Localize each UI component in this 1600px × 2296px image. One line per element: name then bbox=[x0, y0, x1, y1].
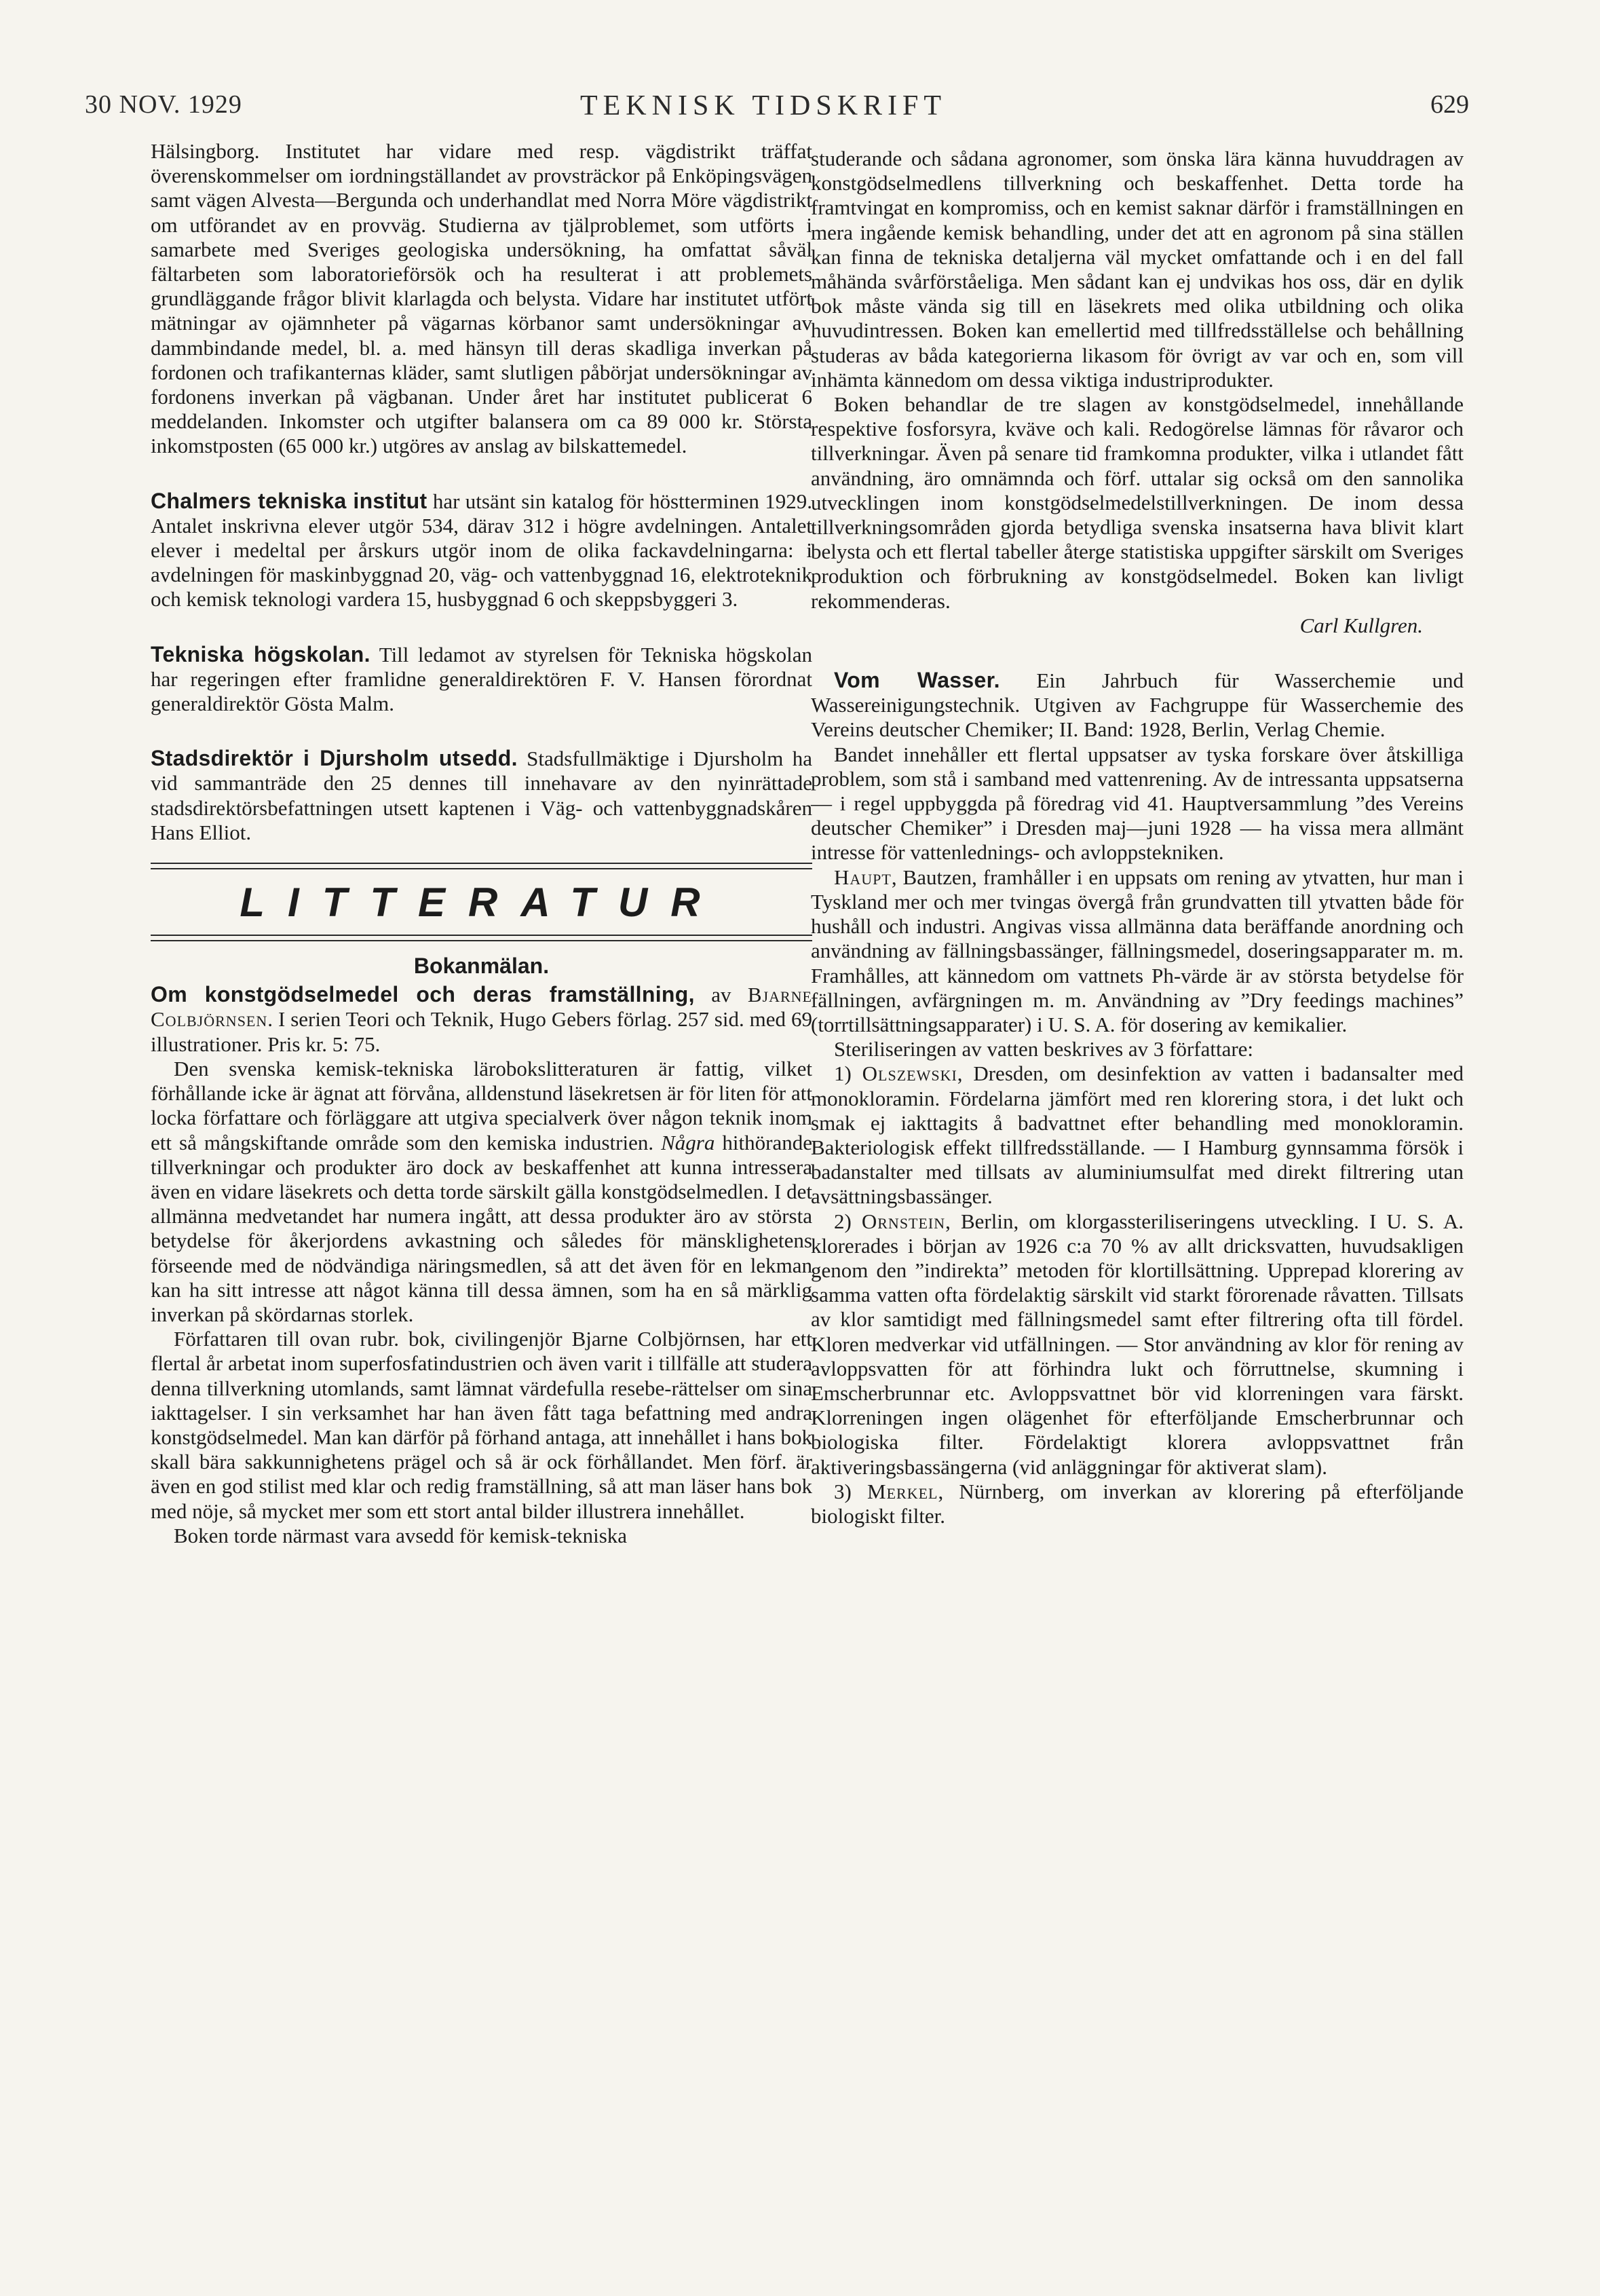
issue-date: 30 NOV. 1929 bbox=[85, 90, 242, 119]
journal-title: TEKNISK TIDSKRIFT bbox=[580, 90, 947, 121]
paragraph-kth: Tekniska högskolan. Till ledamot av styrelsen för Tekniska högskolan har regeringen efter framlidne generaldirektören F. V. Hansen förordnat generaldirektör Gösta Malm. bbox=[151, 641, 812, 716]
lead-chalmers: Chalmers tekniska institut bbox=[151, 488, 427, 513]
review-paragraph-contents: Boken behandlar de tre slagen av konstgödselmedel, innehållande respektive fosforsyra, kväve och kali. Redogörelse lämnas för råvaror och tillverkningar. Även på senare tid framkomna produkter, vilka i utlandet fått användning, äro omnämnda och förf. uttalar sig också om den sannolika utvecklingen inom konstgödselmedelstillverkningen. De inom dessa tillverkningsområden gjorda betydliga svenska insatserna hava blivit klart belysta och ett flertal tabeller återge statistiska uppgifter särskilt om Sveriges produktion och förbrukning av konstgödselmedel. Boken kan livligt rekommenderas. bbox=[811, 392, 1464, 613]
lead-kth: Tekniska högskolan. bbox=[151, 641, 370, 666]
section-title: LITTERATUR bbox=[240, 880, 723, 926]
review-paragraph-1: Den svenska kemisk-tekniska lärobokslitteraturen är fattig, vilket förhållande icke är ägnat att förvåna, alldenstund läsekretsen är för liten för att locka författare och förläggare att utgiva specialverk över någon teknik inom ett så mångskiftande område som den kemiska industrien. Några hithörande tillverkningar och produkter äro dock av beskaffenhet att kunna intressera även en vidare läsekrets och detta torde särskilt gälla konstgödselmedlen. I det allmänna medvetandet har numera ingått, att dessa produkter äro av största betydelse för åkerjordens avkastning och således för mänsklighetens förseende med de nödvändiga näringsmedlen, så att det även för en lekman kan ha sitt intresse att något känna till dessa ämnen, som ha en så märklig inverkan på skördarnas storlek. bbox=[151, 1056, 812, 1326]
left-column bbox=[151, 139, 812, 1548]
paragraph-vom-wasser: Vom Wasser. Ein Jahrbuch für Wasserchemie und Wassereinigungstechnik. Utgiven av Fachgruppe für Wasserchemie des Vereins deutscher Chemiker; II. Band: 1928, Berlin, Verlag Chemie. bbox=[811, 668, 1464, 742]
book-author: Bjarne Colbjörnsen bbox=[151, 983, 812, 1032]
review-continuation: studerande och sådana agronomer, som önska lära känna huvuddragen av konstgödselmedlens tillverkning och beskaffenhet. Detta torde ha framtvingat en kompromiss, och en kemist saknar därför i framställningen en mera ingående kemisk behandling, under det att en agronom på sina ställen kan finna de tekniska detaljerna väl mycket omfattande och i en del fall måhända svårförståeliga. Men sådant kan ej undvikas hos oss, där en dylik bok måste vända sig till en läsekrets med olika utbildning och olika huvudintressen. Boken kan emellertid med tillfredsställelse och behållning studeras av båda kategorierna likasom för övrigt av var och en, som vill inhämta kännedom om dessa viktiga industriprodukter. bbox=[811, 147, 1464, 392]
list-item: 2) Ornstein, Berlin, om klorgassteriliseringens utveckling. I U. S. A. klorerades i början av 1926 c:a 70 % av allt dricksvatten, huvudsakligen genom den ”indirekta” metoden för klortillsättning. Upprepad klorering av samma vatten ofta fördelaktig särskilt vid starkt förorenade råvatten. Tillsats av klor samtidigt med fällningsmedel samt efter filtrering ofta till fördel. Kloren medverkar vid utfällningen. — Stor användning av klor för rening av avloppsvatten för att förhindra lukt och förruttnelse, skumning i Emscherbrunnar etc. Avloppsvattnet bör vid klorreningen vara färskt. Klorreningen ingen olägenhet för efterföljande Emscherbrunnar och biologiska filter. Fördelaktigt klorera avloppsvattnet från aktiveringsbassängerna (vid anläggningar för aktiverat slam). bbox=[811, 1209, 1464, 1479]
section-rule-bottom bbox=[151, 935, 812, 941]
paragraph-haupt: Haupt, Bautzen, framhåller i en uppsats om rening av ytvatten, hur man i Tyskland mer och mer tvingas övergå från grundvatten till ytvatten både för hushåll och industri. Angivas vissa allmänna data beräffande anordning och användning av fällningsbassänger, fällningsmedel, doseringsapparater m. m. Framhålles, att kännedom om vattnets Ph-värde är av största betydelse för fällningen, avfärgningen m. m. Användning av ”Dry feedings machines” (torrtillsättningsapparater) i U. S. A. för dosering av kemikalier. bbox=[811, 865, 1464, 1036]
section-rule-top bbox=[151, 863, 812, 869]
lead-djursholm: Stadsdirektör i Djursholm utsedd. bbox=[151, 746, 518, 771]
review-paragraph-2: Författaren till ovan rubr. bok, civilingenjör Bjarne Colbjörnsen, har ett flertal år arbetat inom superfosfatindustrien och även varit i tillfälle att studera denna tillverkning utomlands, samt lämnat värdefulla resebe-rättelser om sina iakttagelser. I sin verksamhet har han även fått taga befattning med andra konstgödselmedel. Man kan därför på förhand antaga, att innehållet i hans bok skall bära sakkunnighetens prägel och så är ock förhållandet. Men förf. är även en god stilist med klar och redig framställning, så att man läser hans bok med nöje, så mycket mer som ett stort antal bilder illustrera innehållet. bbox=[151, 1327, 812, 1523]
list-item: 3) Merkel, Nürnberg, om inverkan av klorering på efterföljande biologiskt filter. bbox=[811, 1479, 1464, 1528]
page-number: 629 bbox=[1430, 90, 1469, 119]
review-signature: Carl Kullgren. bbox=[1299, 613, 1423, 637]
list-item: 1) Olszewski, Dresden, om desinfektion av vatten i badansalter med monokloramin. Fördelarna jämfört med ren klorering stora, i det lukt och smak ej iakttagits å badvattnet efter behandling med monokloramin. Bakteriologisk effekt tillfredsställande. — I Hamburg gynnsamma försök i badanstalter med tillsats av aluminiumsulfat med direkt filtrering utan avsättningsbassänger. bbox=[811, 1061, 1464, 1209]
paragraph-volume-contents: Bandet innehåller ett flertal uppsatser av tyska forskare över åtskilliga problem, som stå i samband med vattenrening. Av de intressanta uppsatserna — i regel uppbyggda på föredrag vid 41. Hauptversammlung ”des Vereins deutscher Chemiker” i Dresden maj—juni 1928 — ha vissa mera allmänt intresse för vattenlednings- och avloppstekniken. bbox=[811, 742, 1464, 865]
running-header bbox=[85, 90, 1469, 130]
book-title: Om konstgödselmedel och deras framställning, bbox=[151, 982, 695, 1007]
right-column bbox=[811, 147, 1464, 1528]
paragraph-chalmers: Chalmers tekniska institut har utsänt sin katalog för höstterminen 1929. Antalet inskrivna elever utgör 534, därav 312 i högre avdelningen. Antalet elever i medeltal per årskurs utgör inom de olika fackavdelningarna: i avdelningen för maskinbyggnad 20, väg- och vattenbyggnad 16, elektroteknik och kemisk teknologi vardera 15, husbyggnad 6 och skeppsbyggeri 3. bbox=[151, 488, 812, 611]
review-paragraph-3: Boken torde närmast vara avsedd för kemisk-tekniska bbox=[174, 1523, 628, 1547]
book-citation: Om konstgödselmedel och deras framställning, av Bjarne Colbjörnsen. I serien Teori och Teknik, Hugo Gebers förlag. 257 sid. med 69 illustrationer. Pris kr. 5: 75. bbox=[151, 982, 812, 1056]
paragraph-road-institute: Hälsingborg. Institutet har vidare med resp. vägdistrikt träffat överenskommelser om iordningställandet av provsträckor på Enköpingsvägen samt vägen Alvesta—Bergunda och underhandlat med Norra Möre vägdistrikt om utförandet av en provväg. Studierna av tjälproblemet, som utförts i samarbete med Sveriges geologiska undersökning, ha omfattat såväl fältarbeten som laboratorieförsök och ha resulterat i att problemets grundläggande frågor blivit klarlagda och belysta. Vidare har institutet utfört mätningar av ojämnheter på vägarnas körbanor samt undersökningar av dammbindande medel, bl. a. med hänsyn till deras skadliga inverkan på fordonen och trafikanternas kläder, samt slutligen påbörjat undersökningar av fordonens inverkan på vägbanan. Under året har institutet publicerat 6 meddelanden. Inkomster och utgifter balansera om ca 89 000 kr. Största inkomstposten (65 000 kr.) utgöres av anslag av bilskattemedel. bbox=[151, 139, 812, 458]
paragraph-djursholm: Stadsdirektör i Djursholm utsedd. Stadsfullmäktige i Djursholm ha vid sammanträde den 25 dennes till innehavare av den nyinrättade stadsdirektörsbefattningen utsett kaptenen i Väg- och vattenbyggnadskåren Hans Elliot. bbox=[151, 746, 812, 844]
review-subhead: Bokanmälan. bbox=[413, 954, 550, 979]
paragraph-sterilization: Steriliseringen av vatten beskrives av 3 författare: bbox=[834, 1037, 1254, 1061]
lead-vom-wasser: Vom Wasser. bbox=[834, 668, 1000, 693]
